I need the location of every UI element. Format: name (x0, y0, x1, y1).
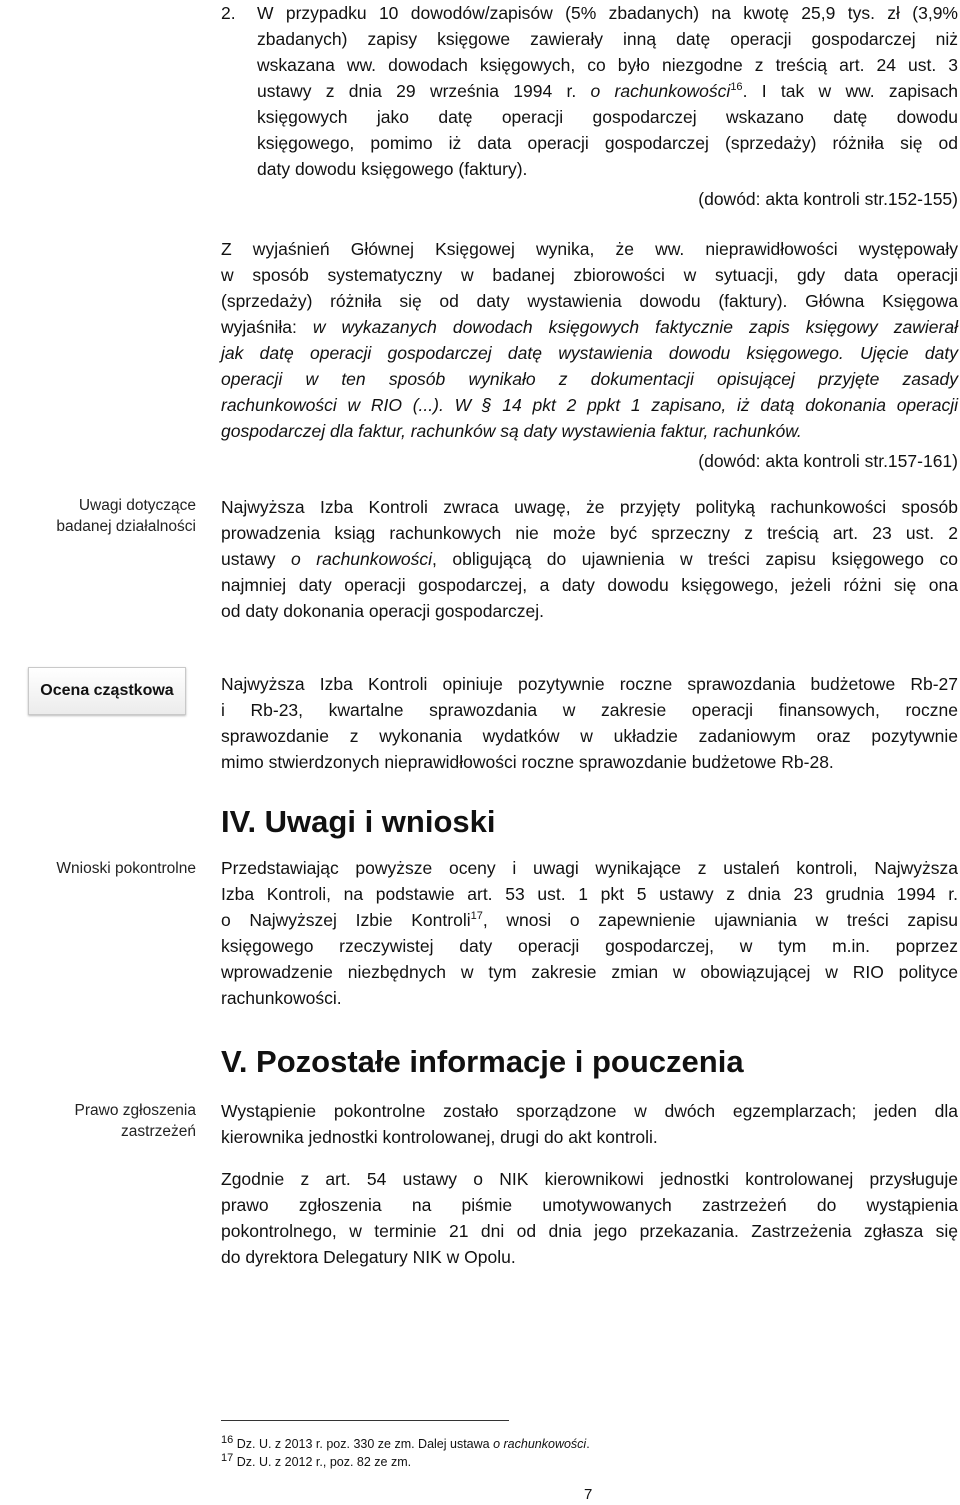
section-heading-iv: IV. Uwagi i wnioski (221, 804, 496, 839)
evidence-reference: (dowód: akta kontroli str.152-155) (698, 189, 958, 209)
footnote-17: $^{17}$ Dz. U. z 2012 r., poz. 82 ze zm. (221, 1451, 412, 1469)
finding-item-2: 2. W przypadku 10 dowodów/zapisów (5% zbadanych) na kwotę 25,9 tys. zł (3,9% zbadanych) zapisy księgowe zawierały inną datę operacji gospodarczej niż wskazana ww. dowodach księgowych, co było niezgodne z treścią art. 24 ust. 3 ustawy z dnia 29 września 1994 r. o rachunkowości$^{16}$. I tak w ww. zapisach księgowych jako datę operacji gospodarczej wskazano datę dowodu księgowego, pomimo iż data operacji gospodarczej (sprzedaży) różniła się od daty dowodu księgowego (faktury). (dowód: akta kontroli str.152-155) (221, 0, 958, 212)
section-heading-v: V. Pozostałe informacje i pouczenia (221, 1044, 744, 1079)
ocena-paragraph: Najwyższa Izba Kontroli opiniuje pozytywnie roczne sprawozdania budżetowe Rb-27 i Rb-23, kwartalne sprawozdania w zakresie operacji finansowych, roczne sprawozdanie z wykonania wydatków w układzie zadaniowym oraz pozytywnie mimo stwierdzonych nieprawidłowości roczne sprawozdanie budżetowe Rb-28. (221, 674, 958, 772)
prawo-paragraph: Zgodnie z art. 54 ustawy o NIK kierownikowi jednostki kontrolowanej przysługuje prawo zgłoszenia na piśmie umotywowanych zastrzeżeń do wystąpienia pokontrolnego, w terminie 21 dni od dnia jego przekazania. Zastrzeżenia zgłasza się do dyrektora Delegatury NIK w Opolu. (221, 1169, 958, 1267)
wnioski-paragraph: Przedstawiając powyższe oceny i uwagi wynikające z ustaleń kontroli, Najwyższa Izba Kontroli, na podstawie art. 53 ust. 1 pkt 5 ustawy z dnia 23 grudnia 1994 r. o Najwyższej Izbie Kontroli$^{17}$, wnosi o zapewnienie ujawniania w treści zapisu księgowego rzeczywistej daty operacji gospodarczej, w tym m.in. poprzez wprowadzenie niezbędnych w tym zakresie zmian w obowiązującej w RIO polityce rachunkowości. (221, 858, 958, 1008)
footnote-separator (221, 1420, 509, 1421)
sidebar-label-prawo: Prawo zgłoszenia zastrzeżeń (74, 1102, 196, 1140)
sidebar-label-uwagi: Uwagi dotyczące badanej działalności (56, 497, 196, 535)
item-number: 2. (221, 3, 236, 23)
explanation-paragraph: Z wyjaśnień Głównej Księgowej wynika, że ww. nieprawidłowości występowały w sposób systematyczny w badanej zbiorowości w sytuacji, gdy data operacji (sprzedaży) różniła się od daty wystawienia dowodu (faktury). Główna Księgowa wyjaśniła: w wykazanych dowodach księgowych faktycznie zapis księgowy zawierał jak datę operacji gospodarczej datę wystawienia dowodu księgowego. Ujęcie daty operacji w ten sposób wynikało z dokumentacji opisującej przyjęte zasady rachunkowości w RIO (...). W § 14 pkt 2 ppkt 1 zapisano, iż datą dokonania operacji gospodarczej dla faktur, rachunków są daty wystawienia faktur, rachunków. (dowód: akta kontroli str.157-161) (221, 236, 958, 474)
nik-note-paragraph: Najwyższa Izba Kontroli zwraca uwagę, że przyjęty polityką rachunkowości sposób prowadzenia ksiąg rachunkowych nie może być sprzeczny z treścią art. 23 ust. 2 ustawy o rachunkowości, obligującą do ujawnienia w treści zapisu księgowego co najmniej daty operacji gospodarczej, a daty dowodu księgowego, jeżeli różni się ona od daty dokonania operacji gospodarczej. (221, 497, 958, 621)
info-paragraph: Wystąpienie pokontrolne zostało sporządzone w dwóch egzemplarzach; jeden dla kierownika jednostki kontrolowanej, drugi do akt kontroli. (221, 1101, 958, 1147)
footnote-16: $^{16}$ Dz. U. z 2013 r. poz. 330 ze zm. Dalej ustawa o rachunkowości. (221, 1433, 590, 1451)
sidebar-label-wnioski: Wnioski pokontrolne (56, 860, 196, 877)
sidebar-label-ocena: Ocena cząstkowa (28, 667, 186, 715)
evidence-reference: (dowód: akta kontroli str.157-161) (698, 451, 958, 471)
page-number: 7 (584, 1486, 593, 1503)
